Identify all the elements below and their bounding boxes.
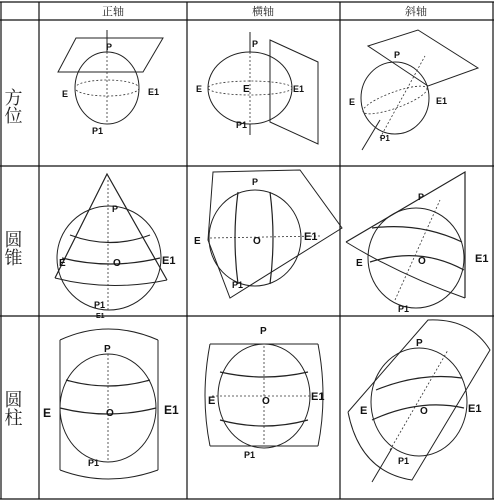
- point-label: P1: [244, 450, 256, 460]
- point-label: E: [356, 258, 363, 269]
- point-label: E: [196, 84, 203, 94]
- point-label: E1: [148, 87, 160, 97]
- point-label: E1: [468, 403, 482, 415]
- diagram-stroke: [376, 377, 462, 391]
- diagram-stroke: [372, 227, 462, 242]
- svg-text:圆柱: 圆柱: [1, 390, 23, 426]
- point-label: E: [62, 89, 69, 99]
- svg-text:方位: 方位: [1, 88, 23, 124]
- diagram-stroke: [208, 170, 342, 298]
- point-label: P: [418, 192, 425, 202]
- diagram-stroke: [371, 348, 467, 456]
- diagram-oblique-azimuthal: [349, 30, 478, 150]
- point-label: E1: [164, 403, 179, 417]
- point-label: P1: [398, 456, 410, 466]
- point-label: E1: [304, 231, 318, 243]
- point-label: E: [59, 258, 66, 269]
- header-transverse-axis: 横轴: [252, 5, 274, 18]
- point-label: E: [243, 84, 250, 95]
- point-label: P: [106, 42, 113, 52]
- point-label: P1: [236, 120, 248, 130]
- point-label: P1: [232, 280, 244, 290]
- point-label: O: [106, 408, 114, 419]
- diagram-stroke: [62, 258, 160, 264]
- point-label: P1: [92, 126, 104, 136]
- point-label: E: [349, 97, 356, 107]
- diagram-stroke: [270, 192, 273, 284]
- svg-text:圆锥: 圆锥: [1, 230, 23, 266]
- diagram-stroke: [70, 235, 150, 243]
- point-label: P: [252, 177, 259, 187]
- diagram-stroke: [57, 206, 161, 310]
- point-label: E: [43, 406, 52, 420]
- diagram-stroke: [372, 405, 464, 420]
- diagram-stroke: [368, 208, 464, 308]
- point-label: E: [360, 405, 368, 417]
- diagram-stroke: [346, 242, 465, 298]
- row-label-conic: [2, 230, 23, 266]
- diagram-stroke: [60, 329, 158, 340]
- point-label: P: [260, 326, 267, 337]
- point-label: P: [112, 204, 119, 214]
- point-label: E1: [162, 255, 176, 267]
- point-label: P: [104, 344, 111, 355]
- diagram-stroke: [362, 120, 380, 150]
- point-label: O: [262, 396, 270, 407]
- diagram-normal-conic: [55, 174, 175, 320]
- point-label: P1: [88, 458, 100, 468]
- point-label: E1: [96, 313, 105, 320]
- point-label: P: [416, 338, 423, 349]
- point-label: O: [418, 256, 426, 267]
- point-label: P1: [380, 134, 390, 143]
- diagram-stroke: [360, 81, 429, 119]
- diagram-normal-azimuthal: [58, 30, 163, 136]
- point-label: O: [420, 406, 428, 417]
- diagram-stroke: [346, 172, 465, 298]
- diagram-oblique-cylindrical: [348, 320, 490, 482]
- point-label: P: [252, 39, 259, 49]
- diagram-oblique-conic: [346, 172, 488, 314]
- point-label: E1: [293, 84, 305, 94]
- diagram-transverse-cylindrical: [205, 326, 324, 460]
- point-label: E1: [436, 96, 448, 106]
- diagram-transverse-conic: [194, 170, 342, 298]
- point-label: E1: [311, 391, 325, 403]
- point-label: E1: [475, 253, 489, 265]
- diagram-transverse-azimuthal: [196, 32, 318, 144]
- header-normal-axis: 正轴: [102, 5, 124, 18]
- point-label: P1: [94, 300, 106, 310]
- diagram-stroke: [60, 470, 158, 479]
- diagram-normal-cylindrical: [43, 329, 179, 479]
- row-label-azimuthal: [2, 88, 23, 124]
- point-label: O: [113, 258, 121, 269]
- point-label: P: [394, 50, 401, 60]
- row-label-cylindrical: [2, 390, 23, 426]
- point-label: E: [208, 395, 216, 407]
- point-label: E: [194, 236, 201, 247]
- diagram-stroke: [380, 56, 425, 138]
- header-oblique-axis: 斜轴: [405, 5, 427, 18]
- point-label: O: [253, 236, 261, 247]
- diagram-stroke: [55, 278, 167, 286]
- point-label: P1: [398, 304, 410, 314]
- diagram-stroke: [235, 192, 238, 284]
- diagram-stroke: [395, 200, 440, 300]
- table-grid: [0, 2, 494, 499]
- diagram-stroke: [372, 448, 392, 482]
